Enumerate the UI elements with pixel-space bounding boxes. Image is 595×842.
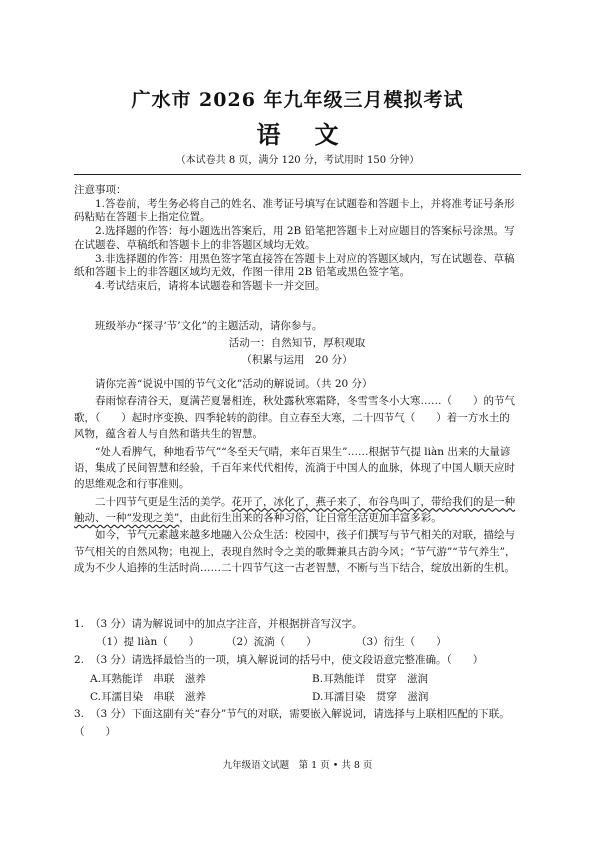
note-item: 1.答卷前，考生务必将自己的姓名、准考证号填写在试题卷和答题卡上，并将准考证号条形码粘贴在答题卡上指定位置。 (74, 198, 515, 224)
note-item: 2.选择题的作答：每小题选出答案后，用 2B 铅笔把答题卡上对应题目的答案标号涂黑。写在试题卷、草稿纸和答题卡上的非答题区域均无效。 (74, 225, 515, 251)
intro-line: 班级举办“探寻‘节’文化”的主题活动，请你参与。 (95, 320, 323, 332)
wavy-underlined-sentence: 花开了，冰化了，燕子来了，布谷鸟叫了，带给我们的是一种触动、一种“发现之美” (74, 495, 515, 524)
header-rule (74, 174, 521, 175)
passage-paragraph: 春雨惊春清谷天，夏满芒夏暑相连，秋处露秋寒霜降，冬雪雪冬小大寒……（ ）的节气歌，（ ）起时序变换、四季轮转的韵律。自立春至大寒，二十四节气（ ）着一方水土的风物，蕴含着人与自然和谐共生的智慧。 (74, 395, 515, 441)
exam-title: 广水市 2026 年九年级三月模拟考试 (131, 89, 464, 111)
subject-title: 语文 (256, 120, 373, 149)
questions-section (74, 616, 520, 742)
question-1 (74, 616, 520, 634)
question-2 (74, 652, 520, 670)
sub-item: （3）衍生（ ） (356, 635, 447, 648)
exam-meta: （本试卷共 8 页，满分 120 分，考试用时 150 分钟） (175, 155, 420, 166)
page-footer: 九年级语文试题 第 1 页 • 共 8 页 (222, 760, 373, 771)
question-2-options (74, 670, 520, 707)
section-title: （积累与运用 20 分） (241, 353, 353, 366)
task-line: 请你完善“说说中国的节气文化”活动的解说词。（共 20 分） (95, 378, 373, 390)
option-d[interactable]: D.耳濡目染 贯穿 滋润 (312, 690, 429, 703)
question-text: （3 分）下面这副有关“春分”节气的对联，需要嵌入解说词，请选择与上联相匹配的下联。（ ） (74, 708, 510, 739)
sub-item: （2）流淌（ ） (226, 635, 317, 648)
question-number: 1. (74, 618, 85, 630)
question-3 (74, 706, 520, 742)
passage (74, 376, 520, 578)
sub-item: （1）提 liàn（ ） (96, 635, 200, 648)
question-1-subitems (74, 634, 520, 652)
question-text: （3 分）请为解说词中的加点字注音，并根据拼音写汉字。 (90, 618, 363, 630)
paragraph-text: 二十四节气更是生活的美学。 (95, 495, 232, 508)
question-number: 2. (74, 653, 85, 666)
passage-paragraph: 如今，节气元素越来越多地融入公众生活：校园中，孩子们撰写与节气相关的对联，描绘与节气相关的自然风物；电视上，表现自然时令之美的歌舞兼具古韵今风；“节气游”“节气养生”，成为不少人追捧的生活时尚……二十四节气这一古老智慧，不断与当下结合，绽放出新的生机。 (74, 529, 516, 575)
question-number: 3. (74, 708, 85, 721)
option-b[interactable]: B.耳熟能详 贯穿 滋润 (312, 672, 429, 685)
question-text: （3 分）请选择最恰当的一项，填入解说词的括号中，使文段语意完整准确。（ ） (90, 653, 484, 666)
activity-title: 活动一：自然知节，厚积观取 (228, 336, 366, 349)
note-item: 3.非选择题的作答：用黑色签字笔直接答在答题卡上对应的答题区域内，写在试题卷、草稿纸和答题卡上的非答题区域均无效，作图一律用 2B 铅笔或黑色签字笔。 (74, 252, 515, 278)
notes-heading: 注意事项： (74, 184, 127, 196)
note-item: 4.考试结束后，请将本试题卷和答题卡一并交回。 (95, 279, 326, 292)
passage-paragraph (74, 494, 520, 527)
passage-paragraph: “处人看脾气，种地看节气”“冬至天气晴，来年百果生”……根据节气提 liàn 出来的大量谚语，集成了民间智慧和经验，千百年来代代相传，流淌于中国人的血脉，体现了中国人顺天应时的思维观念和行事准则。 (74, 445, 515, 491)
paragraph-text: ，由此衍生出来的各种习俗，让日常生活更加丰富多彩。 (179, 512, 442, 524)
option-a[interactable]: A.耳熟能详 串联 滋养 (90, 672, 206, 685)
notes-section (74, 184, 520, 294)
intro-section (74, 318, 520, 368)
option-c[interactable]: C.耳濡目染 串联 滋养 (90, 690, 206, 703)
